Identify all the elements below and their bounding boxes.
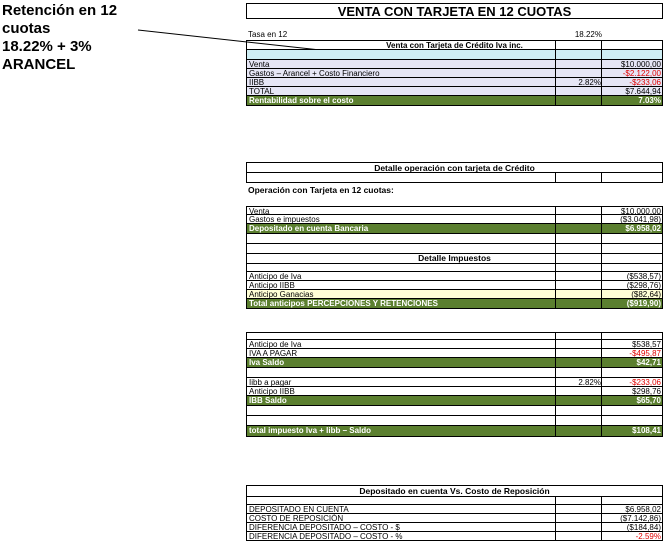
impuestos-header xyxy=(246,254,663,264)
section3-row xyxy=(246,514,663,523)
row-label: Total anticipos PERCEPCIONES Y RETENCIONES xyxy=(249,299,438,308)
row-label: Iva Saldo xyxy=(249,358,285,367)
iva-row xyxy=(246,349,663,358)
sheet-title: VENTA CON TARJETA EN 12 CUOTAS xyxy=(246,3,663,19)
row-value: $108,41 xyxy=(632,426,661,435)
row-value: ($919,90) xyxy=(626,299,661,308)
iibb-anticipo-row xyxy=(246,387,663,396)
blank-row xyxy=(246,332,663,340)
section1-row xyxy=(246,78,663,87)
row-label: IVA A PAGAR xyxy=(249,349,298,358)
row-label: Anticipo Ganacias xyxy=(249,290,314,299)
blank-row xyxy=(246,368,663,378)
row-value: ($298,76) xyxy=(626,281,661,290)
section3-row xyxy=(246,532,663,541)
row-label: COSTO DE REPOSICIÓN xyxy=(249,514,344,523)
section1-header-text: Venta con Tarjeta de Crédito Iva inc. xyxy=(386,41,523,50)
section3-row xyxy=(246,505,663,514)
row-value: $42,71 xyxy=(636,358,661,367)
iva-saldo-row xyxy=(246,358,663,368)
row-value: ($3.041,98) xyxy=(620,215,661,224)
row-value: $6.958,02 xyxy=(625,505,661,514)
tasa-value: 18.22% xyxy=(574,30,602,39)
row-value: $6.958,02 xyxy=(625,224,661,233)
row-pct xyxy=(557,60,601,69)
total-anticipos-row xyxy=(246,299,663,309)
venta-row xyxy=(246,206,663,215)
impuesto-row xyxy=(246,281,663,290)
row-label: Anticipo de Iva xyxy=(249,272,302,281)
row-pct xyxy=(557,69,601,78)
section2-blank xyxy=(246,173,663,183)
section3-row xyxy=(246,523,663,532)
row-value: $10.000,00 xyxy=(620,207,661,216)
tasa-label: Tasa en 12 xyxy=(248,30,288,39)
blank-row xyxy=(246,497,663,505)
blank-row xyxy=(246,416,663,426)
total-saldo-row xyxy=(246,426,663,437)
row-label: DIFERENCIA DEPOSITADO – COSTO - % xyxy=(249,532,403,541)
section1-spacer xyxy=(246,50,663,60)
impuesto-row xyxy=(246,290,663,299)
row-value: ($7.142,86) xyxy=(620,514,661,523)
row-value: $298,76 xyxy=(632,387,661,396)
section2-subtitle: Operación con Tarjeta en 12 cuotas: xyxy=(248,185,394,195)
deposito-row xyxy=(246,224,663,234)
blank-row xyxy=(246,406,663,416)
iibb-pagar-row xyxy=(246,378,663,387)
row-value: ($82,64) xyxy=(631,290,661,299)
row-label: Iibb a pagar xyxy=(249,378,292,387)
impuesto-row xyxy=(246,272,663,281)
blank-row xyxy=(246,244,663,254)
iibb-saldo-row xyxy=(246,396,663,406)
row-value: -$495,87 xyxy=(629,349,661,358)
row-pct: 2.82% xyxy=(578,378,601,387)
row-value: 7.03% xyxy=(638,96,661,105)
row-label: IBB Saldo xyxy=(249,396,287,405)
row-label: total impuesto Iva + Iibb – Saldo xyxy=(249,426,372,435)
blank-row xyxy=(246,264,663,272)
row-label: Venta xyxy=(249,207,270,216)
row-label: DEPOSITADO EN CUENTA xyxy=(249,505,349,514)
iva-row xyxy=(246,340,663,349)
row-pct xyxy=(557,87,601,96)
row-label: Gastos e impuestos xyxy=(249,215,320,224)
tasa-row xyxy=(246,30,663,39)
row-value: $7.644,94 xyxy=(625,87,661,96)
row-label: DIFERENCIA DEPOSITADO – COSTO - $ xyxy=(249,523,400,532)
row-label: Venta xyxy=(249,60,270,69)
section2-header: Detalle operación con tarjeta de Crédito xyxy=(246,162,663,173)
row-pct: 2.82% xyxy=(578,78,601,87)
blank-row xyxy=(246,234,663,244)
row-label: TOTAL xyxy=(249,87,275,96)
row-value: $10.000,00 xyxy=(620,60,661,69)
note-line: Retención en 12 xyxy=(2,2,118,19)
row-label: Anticipo IIBB xyxy=(249,281,295,290)
section3-header: Depositado en cuenta Vs. Costo de Reposición xyxy=(246,485,663,497)
row-value: ($538,57) xyxy=(626,272,661,281)
section1-row xyxy=(246,60,663,69)
row-label: Depositado en cuenta Bancaria xyxy=(249,224,369,233)
rentabilidad-row xyxy=(246,96,663,106)
note-line: ARANCEL xyxy=(2,56,76,73)
row-value: $538,57 xyxy=(632,340,661,349)
section1-row xyxy=(246,87,663,96)
row-value: -$2.122,00 xyxy=(622,69,661,78)
row-value: $65,70 xyxy=(636,396,661,405)
section1-header xyxy=(246,40,663,50)
row-value: -2.59% xyxy=(635,532,661,541)
section1-row xyxy=(246,69,663,78)
note-line: 18.22% + 3% xyxy=(2,38,92,55)
row-value: -$233,06 xyxy=(629,78,661,87)
gastos-row xyxy=(246,215,663,224)
row-value: ($184,84) xyxy=(626,523,661,532)
row-label: Anticipo de Iva xyxy=(249,340,302,349)
row-value: -$233,06 xyxy=(629,378,661,387)
row-label: Gastos – Arancel + Costo Financiero xyxy=(249,69,380,78)
impuestos-header-text: Detalle Impuestos xyxy=(418,254,491,263)
row-label: Anticipo IIBB xyxy=(249,387,295,396)
row-label: IIBB xyxy=(249,78,265,87)
note-line: cuotas xyxy=(2,20,51,37)
row-label: Rentabilidad sobre el costo xyxy=(249,96,354,105)
